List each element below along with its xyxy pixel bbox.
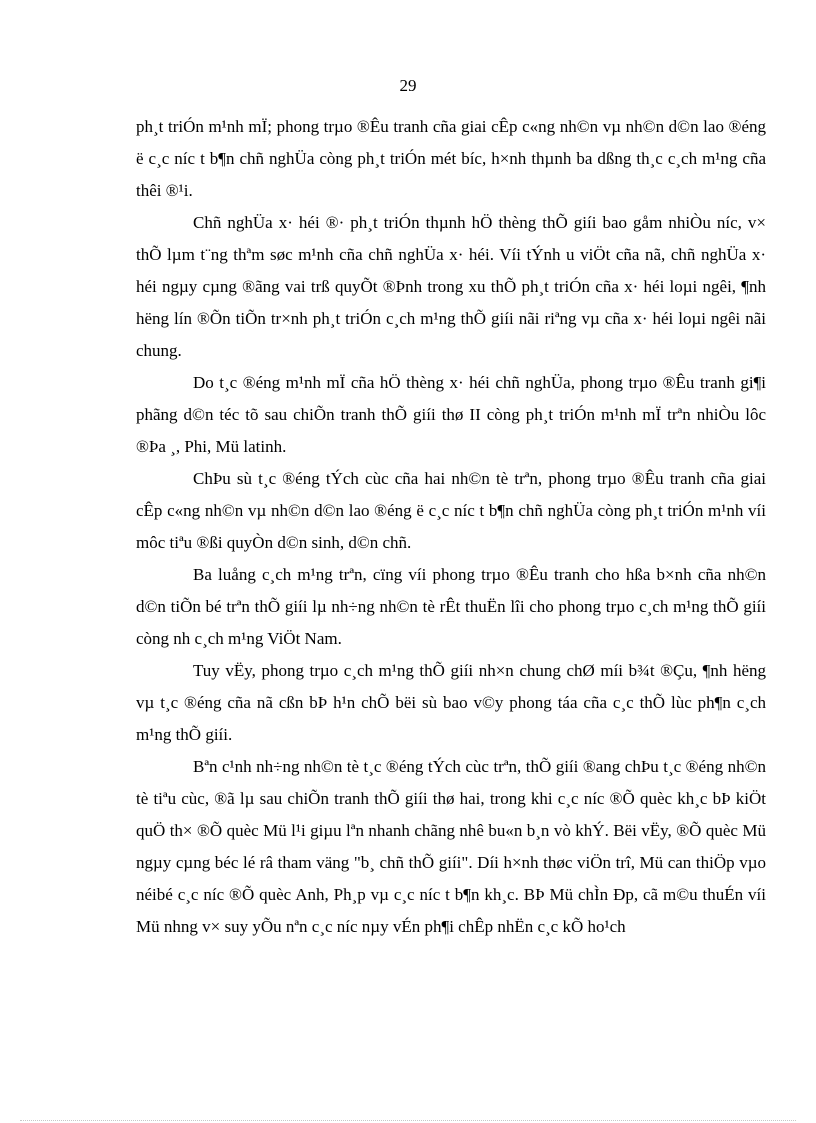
page-number: 29 [399, 76, 417, 95]
paragraph-3: Do t¸c ®éng m¹nh mÏ cña hÖ thèng x· héi chñ nghÜa, phong trµo ®Êu tranh gi¶i phãng d©n téc tõ sau chiÕn tranh thÕ giíi thø II còng ph¸t triÓn m¹nh mÏ trªn nhiÒu lôc ®Þa ¸, Phi, Mü latinh. [136, 373, 766, 456]
paragraph-1: ph¸t triÓn m¹nh mÏ; phong trµo ®Êu tranh cña giai cÊp c«ng nh©n vµ nh©n d©n lao ®éng ë c¸c níc t b¶n chñ nghÜa còng ph¸t triÓn mét bíc, h×nh thµnh ba dßng th¸c c¸ch m¹ng cña thêi ®¹i. [136, 117, 766, 200]
page-bottom-border [20, 1120, 796, 1121]
body-text [136, 111, 766, 943]
paragraph-7: Bªn c¹nh nh÷ng nh©n tè t¸c ®éng tÝch cùc trªn, thÕ giíi ®ang chÞu t¸c ®éng nh©n tè tiªu cùc, ®ã lµ sau chiÕn tranh thÕ giíi thø hai, trong khi c¸c níc ®Õ quèc kh¸c bÞ kiÖt quÖ th× ®Õ quèc Mü l¹i giµu lªn nhanh chãng nhê bu«n b¸n vò khÝ. Bëi vËy, ®Õ quèc Mü ngµy cµng béc lé râ tham väng "b¸ chñ thÕ giíi". Díi h×nh thøc viÖn trî, Mü can thiÖp vµo néibé c¸c níc ®Õ quèc Anh, Ph¸p vµ c¸c níc t b¶n kh¸c. BÞ Mü chÌn Ðp, cã m©u thuÉn víi Mü nhng v× suy yÕu nªn c¸c níc nµy vÉn ph¶i chÊp nhËn c¸c kÕ ho¹ch [136, 757, 766, 936]
paragraph-2: Chñ nghÜa x· héi ®· ph¸t triÓn thµnh hÖ thèng thÕ giíi bao gåm nhiÒu níc, v× thÕ lµm t¨ng thªm søc m¹nh cña chñ nghÜa x· héi. Víi tÝnh u viÖt cña nã, chñ nghÜa x· héi ngµy cµng ®ãng vai trß quyÕt ®Þnh trong xu thÕ ph¸t triÓn cña x· héi loµi ngêi, ¶nh hëng lín ®Õn tiÕn tr×nh ph¸t triÓn c¸ch m¹ng thÕ giíi nãi riªng vµ cña x· héi loµi ngêi nãi chung. [136, 213, 766, 360]
paragraph-5: Ba luång c¸ch m¹ng trªn, cïng víi phong trµo ®Êu tranh cho hßa b×nh cña nh©n d©n tiÕn bé trªn thÕ giíi lµ nh÷ng nh©n tè rÊt thuËn lîi cho phong trµo c¸ch m¹ng thÕ giíi còng nh c¸ch m¹ng ViÖt Nam. [136, 565, 766, 648]
paragraph-6: Tuy vËy, phong trµo c¸ch m¹ng thÕ giíi nh×n chung chØ míi b¾t ®Çu, ¶nh hëng vµ t¸c ®éng cña nã cßn bÞ h¹n chÕ bëi sù bao v©y phong táa cña c¸c thÕ lùc ph¶n c¸ch m¹ng thÕ giíi. [136, 661, 766, 744]
paragraph-4: ChÞu sù t¸c ®éng tÝch cùc cña hai nh©n tè trªn, phong trµo ®Êu tranh cña giai cÊp c«ng nh©n vµ nh©n d©n lao ®éng ë c¸c níc t b¶n chñ nghÜa còng ph¸t triÓn m¹nh víi môc tiªu ®ßi quyÒn d©n sinh, d©n chñ. [136, 469, 766, 552]
